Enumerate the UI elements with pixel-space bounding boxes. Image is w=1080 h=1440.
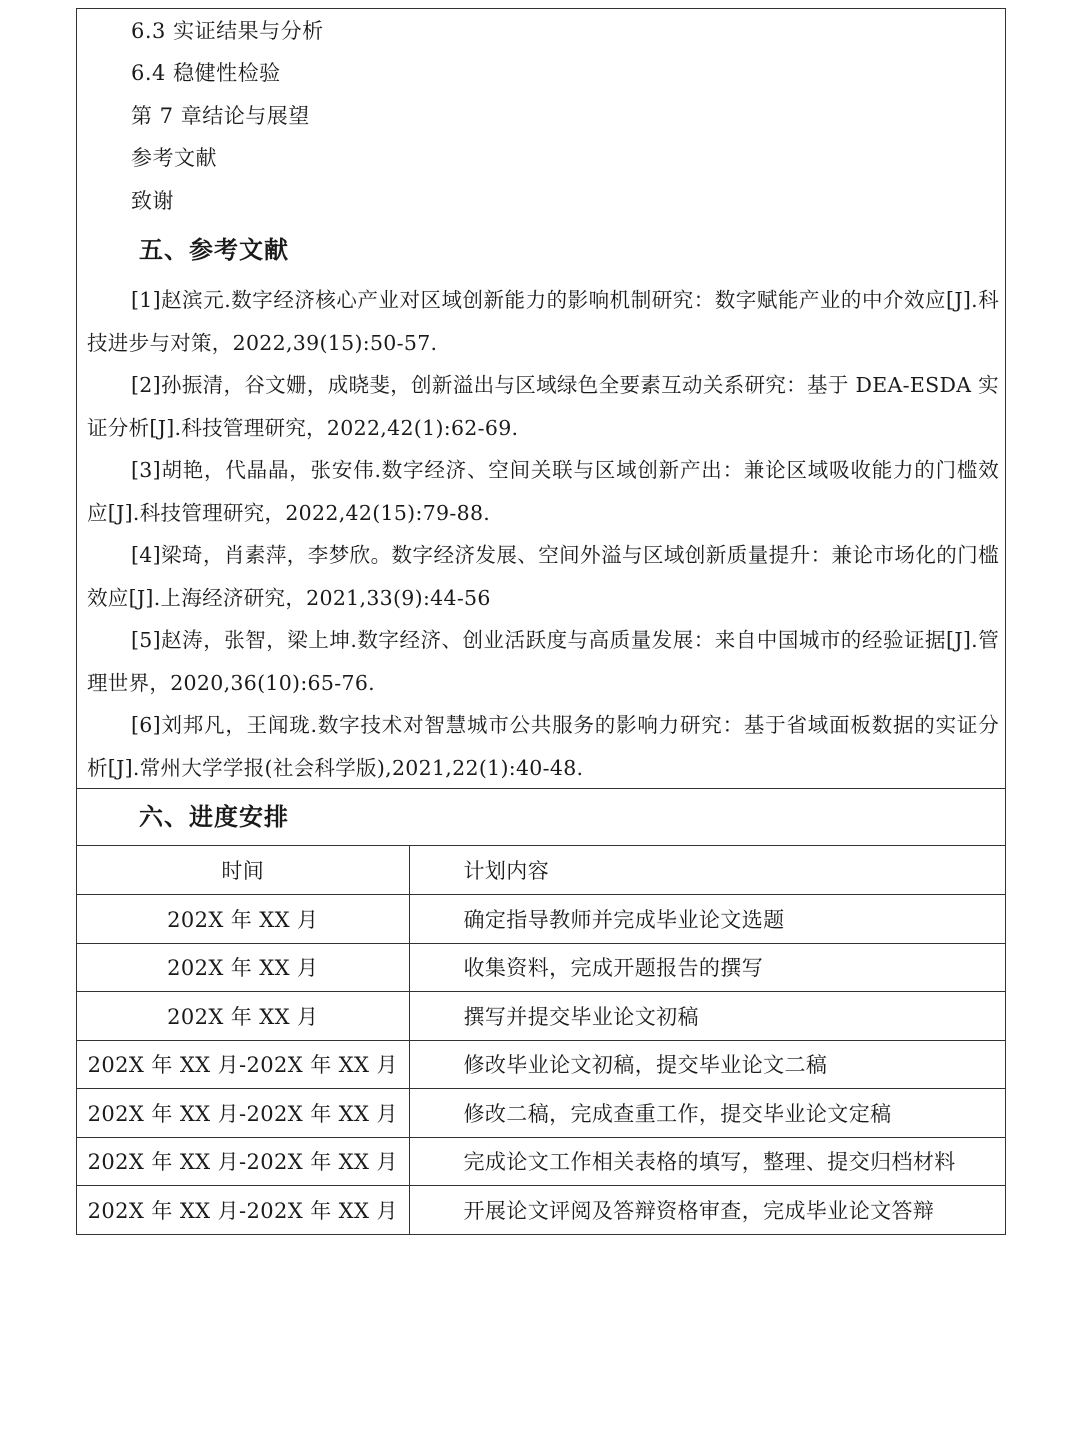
toc-item: 参考文献 — [131, 146, 217, 170]
reference-item: [3]胡艳，代晶晶，张安伟.数字经济、空间关联与区域创新产出：兼论区域吸收能力的门槛效应[J].科技管理研究，2022,42(15):79-88. — [87, 458, 999, 525]
toc-item: 6.4 稳健性检验 — [131, 61, 281, 85]
reference-item: [6]刘邦凡，王闻珑.数字技术对智慧城市公共服务的影响力研究：基于省域面板数据的实证分析[J].常州大学学报(社会科学版),2021,22(1):40-48. — [87, 713, 999, 780]
time-cell: 202X 年 XX 月-202X 年 XX 月 — [77, 1040, 409, 1089]
table-row — [77, 992, 1005, 1041]
plan-cell: 修改毕业论文初稿，提交毕业论文二稿 — [409, 1040, 1005, 1089]
table-row — [77, 1186, 1005, 1235]
reference-item: [2]孙振清，谷文姗，成晓斐，创新溢出与区域绿色全要素互动关系研究：基于 DEA-ESDA 实证分析[J].科技管理研究，2022,42(1):62-69. — [87, 373, 999, 440]
plan-cell: 撰写并提交毕业论文初稿 — [409, 992, 1005, 1041]
plan-cell: 收集资料，完成开题报告的撰写 — [409, 943, 1005, 992]
contents-and-references-cell — [77, 9, 1005, 789]
table-row — [77, 895, 1005, 944]
time-cell: 202X 年 XX 月-202X 年 XX 月 — [77, 1186, 409, 1235]
reference-item: [1]赵滨元.数字经济核心产业对区域创新能力的影响机制研究：数字赋能产业的中介效应[J].科技进步与对策，2022,39(15):50-57. — [87, 288, 999, 355]
time-cell: 202X 年 XX 月-202X 年 XX 月 — [77, 1137, 409, 1186]
schedule-table — [77, 846, 1005, 1235]
document-frame — [76, 8, 1006, 1235]
time-column-header: 时间 — [77, 846, 409, 895]
schedule-heading-cell — [77, 789, 1005, 846]
table-row — [77, 943, 1005, 992]
toc-item: 第 7 章结论与展望 — [131, 104, 310, 128]
time-cell: 202X 年 XX 月 — [77, 943, 409, 992]
reference-item: [5]赵涛，张智，梁上坤.数字经济、创业活跃度与高质量发展：来自中国城市的经验证据[J].管理世界，2020,36(10):65-76. — [87, 628, 999, 695]
schedule-header-row — [77, 846, 1005, 895]
time-cell: 202X 年 XX 月 — [77, 895, 409, 944]
plan-column-header: 计划内容 — [409, 846, 1005, 895]
table-row — [77, 1137, 1005, 1186]
references-heading: 五、参考文献 — [139, 236, 289, 264]
plan-cell: 完成论文工作相关表格的填写，整理、提交归档材料 — [409, 1137, 1005, 1186]
toc-item: 6.3 实证结果与分析 — [131, 19, 324, 43]
table-row — [77, 1089, 1005, 1138]
plan-cell: 修改二稿，完成查重工作，提交毕业论文定稿 — [409, 1089, 1005, 1138]
table-row — [77, 1040, 1005, 1089]
plan-cell: 开展论文评阅及答辩资格审查，完成毕业论文答辩 — [409, 1186, 1005, 1235]
toc-item: 致谢 — [131, 189, 174, 213]
time-cell: 202X 年 XX 月 — [77, 992, 409, 1041]
reference-item: [4]梁琦，肖素萍，李梦欣。数字经济发展、空间外溢与区域创新质量提升：兼论市场化的门槛效应[J].上海经济研究，2021,33(9):44-56 — [87, 543, 999, 610]
schedule-heading: 六、进度安排 — [139, 803, 289, 831]
plan-cell: 确定指导教师并完成毕业论文选题 — [409, 895, 1005, 944]
time-cell: 202X 年 XX 月-202X 年 XX 月 — [77, 1089, 409, 1138]
